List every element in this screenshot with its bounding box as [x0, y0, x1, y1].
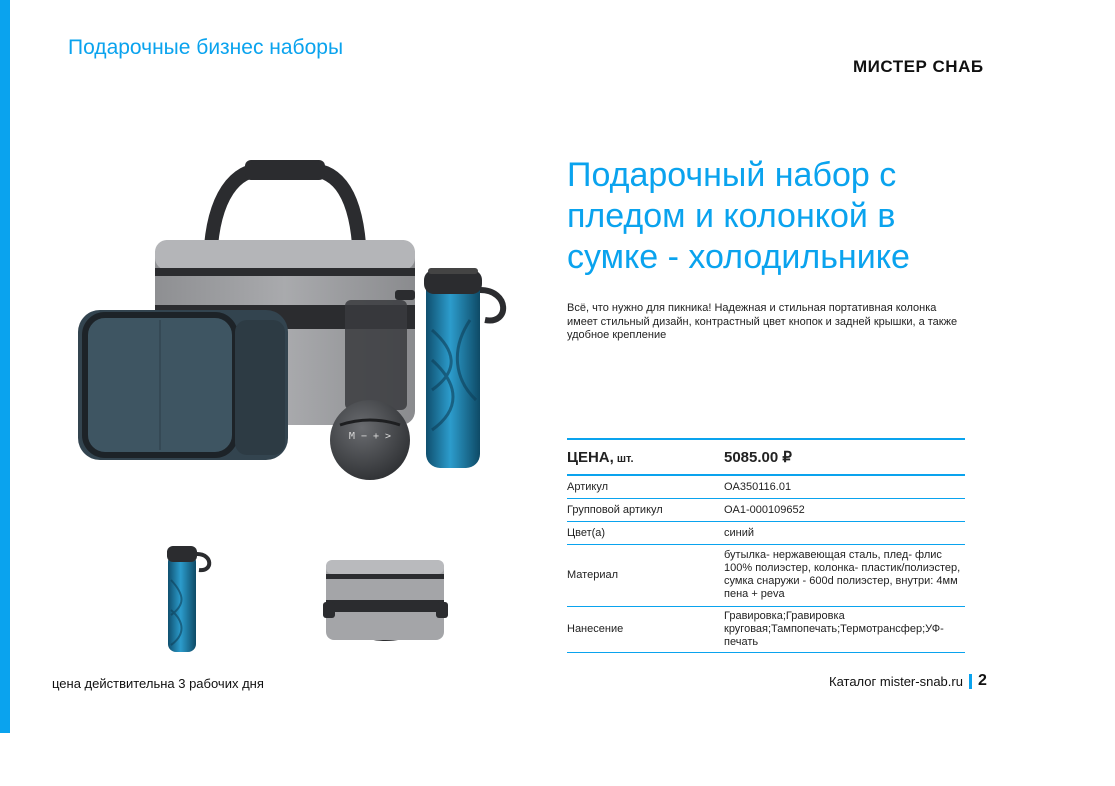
accent-side-bar [0, 0, 10, 733]
table-row [567, 521, 965, 544]
spec-label: Артикул [567, 475, 724, 498]
brand-name: МИСТЕР СНАБ [853, 57, 984, 76]
bluetooth-speaker [330, 400, 410, 480]
spec-label: Групповой артикул [567, 498, 724, 521]
spec-value: бутылка- нержавеющая сталь, плед- флис 100% полиэстер, колонка- пластик/полиэстер, сумка снаружи - 600d полиэстер, внутри: 4мм пена + peva [724, 544, 965, 606]
product-description: Всё, что нужно для пикника! Надежная и стильная портативная колонка имеет стильный дизайн, контрастный цвет кнопок и задней крышки, а также удобное крепление [567, 302, 958, 341]
price-value: 5085.00 ₽ [724, 449, 792, 466]
price-value-cell [724, 439, 965, 475]
table-row [567, 498, 965, 521]
picnic-blanket [78, 310, 288, 460]
page-separator [969, 674, 972, 689]
price-row [567, 439, 965, 475]
thumbnail-bag [318, 548, 453, 658]
table-row [567, 475, 965, 498]
speaker-buttons-text: M − + > [348, 431, 392, 442]
spec-table [567, 438, 965, 653]
spec-value: OA1-000109652 [724, 498, 965, 521]
price-unit: шт. [616, 452, 634, 465]
thermo-bottle [424, 268, 503, 468]
section-title: Подарочные бизнес наборы [68, 36, 344, 59]
spec-label: Нанесение [567, 606, 724, 652]
spec-label: Материал [567, 544, 724, 606]
price-label-cell [567, 439, 724, 475]
thumbnail-bottle [155, 540, 215, 655]
table-row [567, 606, 965, 652]
product-photo [60, 150, 520, 490]
spec-label: Цвет(а) [567, 521, 724, 544]
spec-value: Гравировка;Гравировка круговая;Тампопечать;Термотрансфер;УФ-печать [724, 606, 965, 652]
price-validity-note: цена действительна 3 рабочих дня [52, 676, 264, 691]
table-row [567, 544, 965, 606]
page-number: 2 [977, 672, 987, 689]
catalog-footer [829, 672, 987, 690]
spec-value: синий [724, 521, 965, 544]
price-label: ЦЕНА, [567, 448, 614, 466]
product-title: Подарочный набор с пледом и колонкой в сумке - холодильнике [567, 156, 910, 276]
spec-value: OA350116.01 [724, 475, 965, 498]
catalog-link[interactable]: Каталог mister-snab.ru [829, 673, 963, 689]
